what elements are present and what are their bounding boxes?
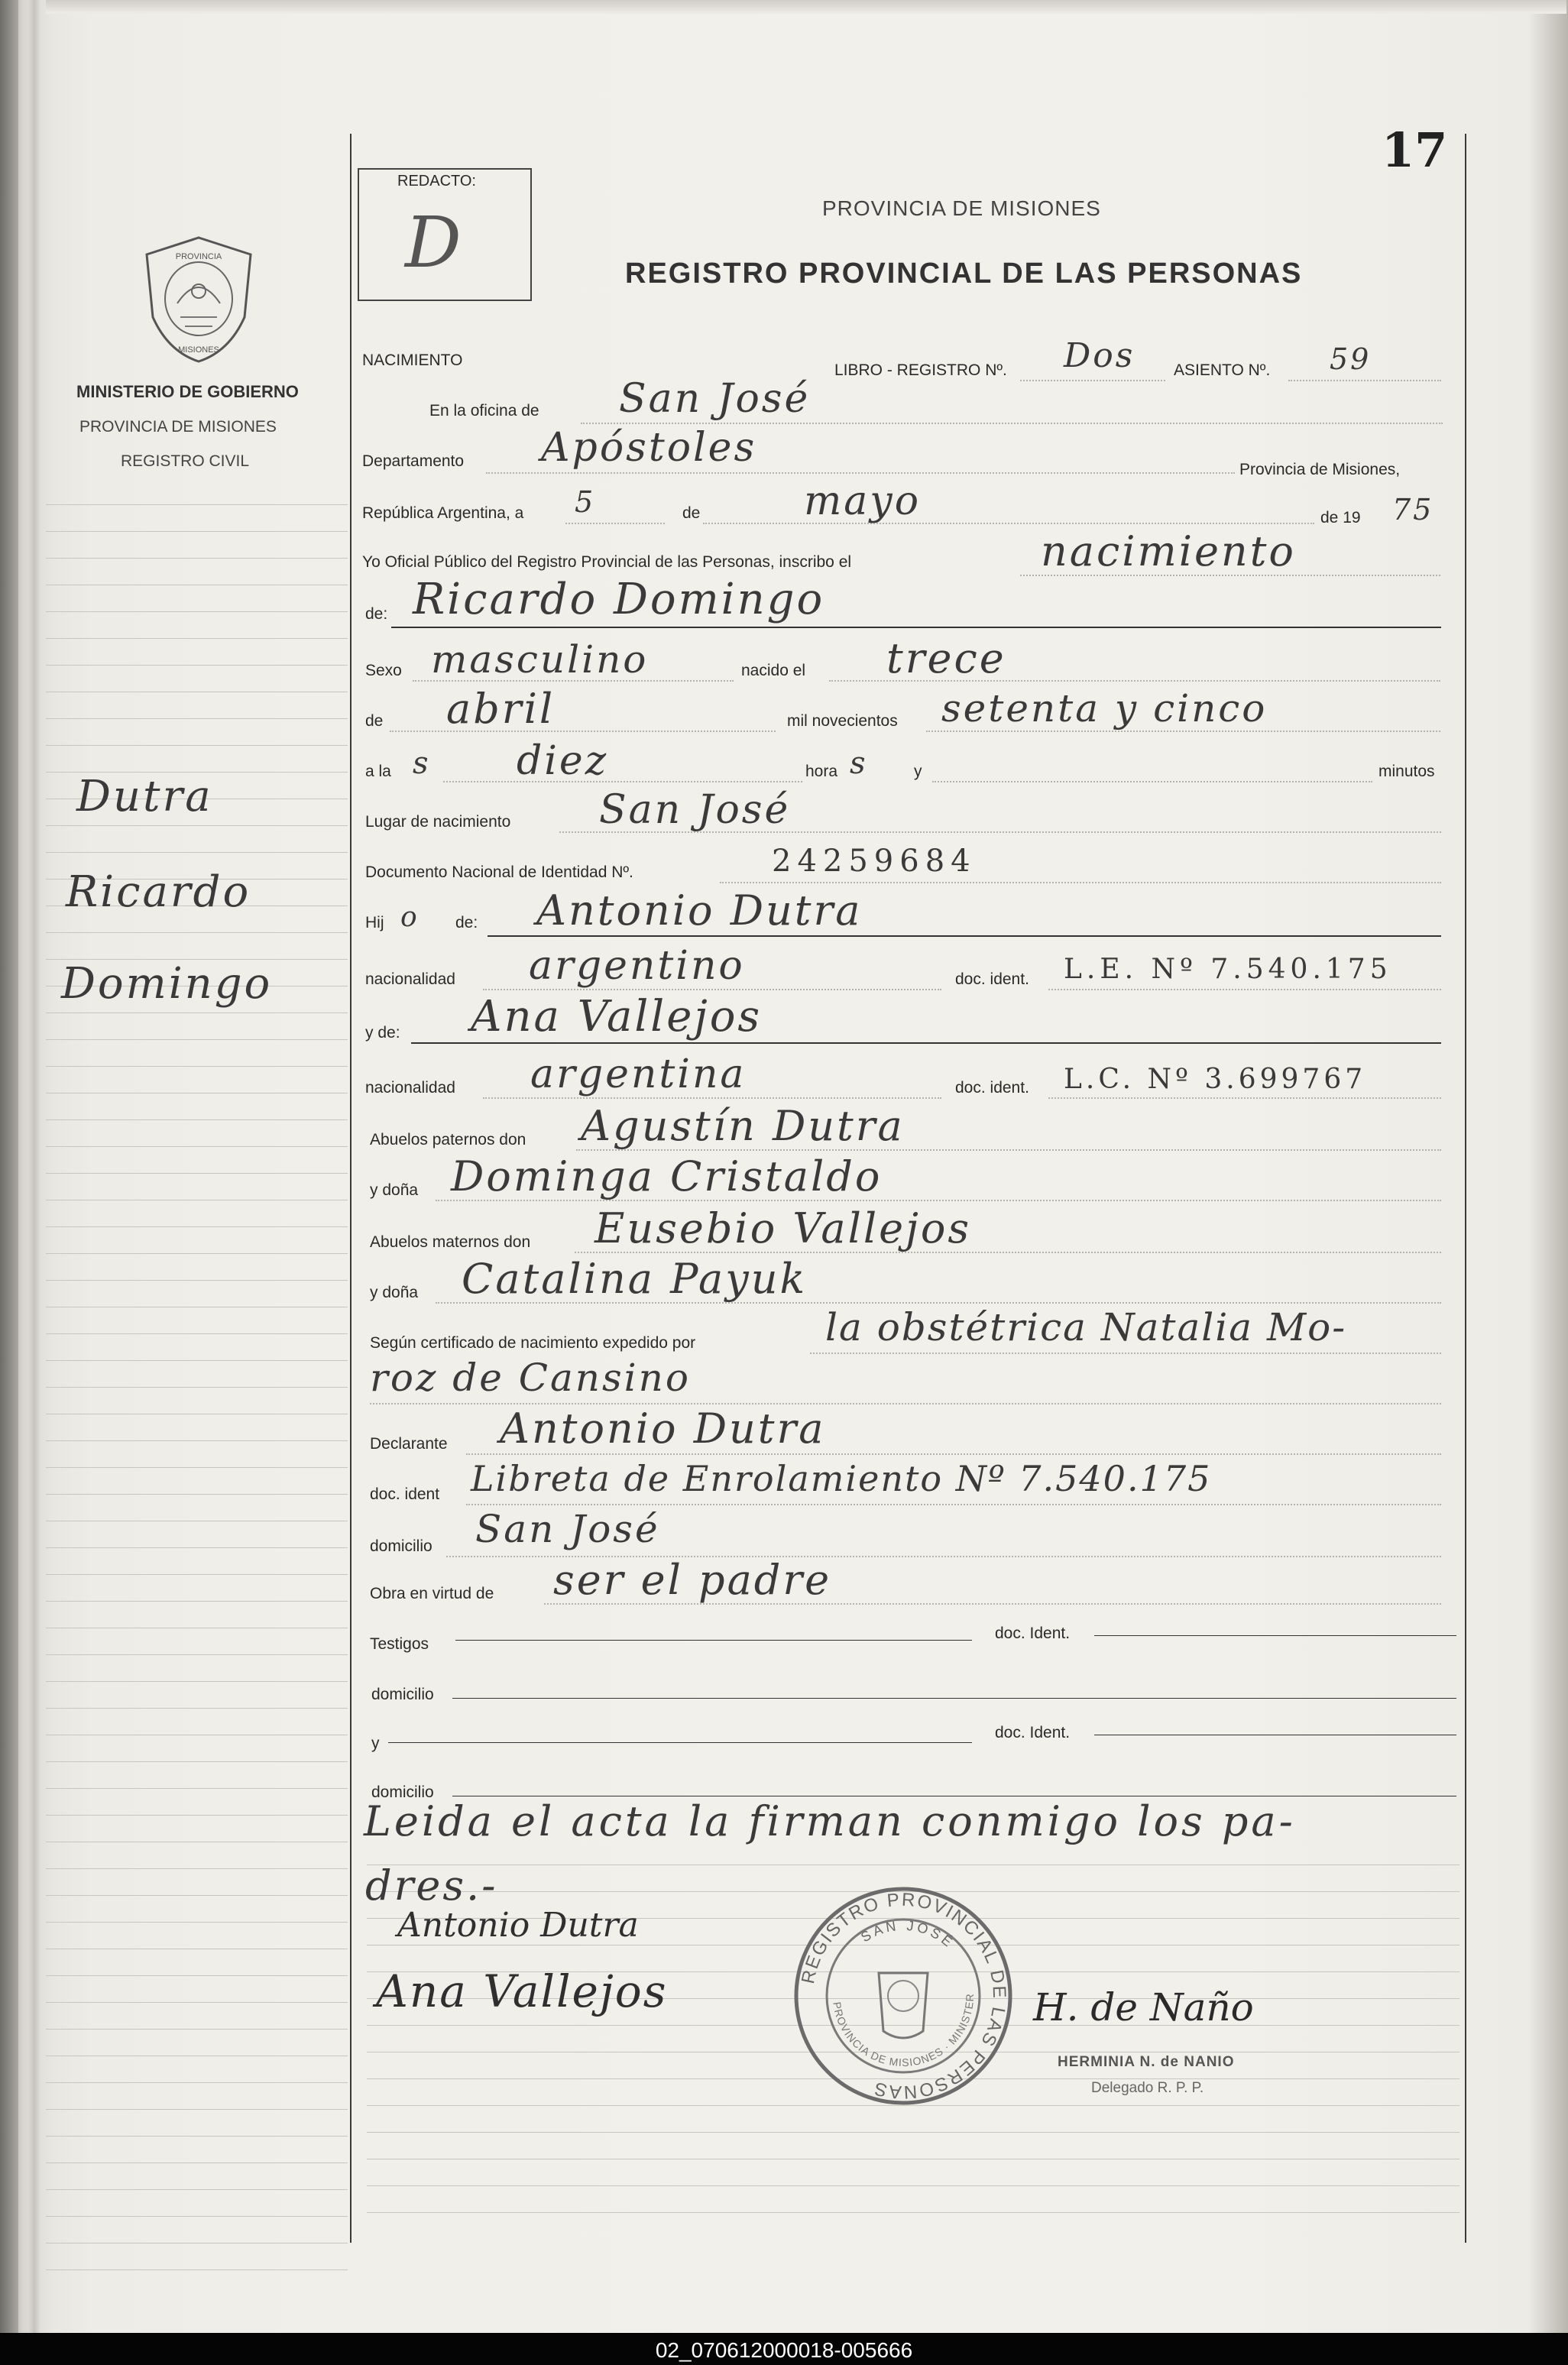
- inscribo-value: nacimiento: [1041, 527, 1296, 575]
- a-la-label: a la: [365, 763, 391, 780]
- sexo-label: Sexo: [365, 662, 402, 679]
- stamp-lower-text: PROVINCIA DE MISIONES · MINISTER: [831, 1993, 977, 2069]
- margin-rule: [46, 1360, 348, 1361]
- redacto-label: REDACTO:: [397, 173, 476, 190]
- binding-spine: [0, 0, 18, 2333]
- asiento-value: 59: [1330, 342, 1372, 376]
- stamp-title: Delegado R. P. P.: [1091, 2080, 1204, 2096]
- margin-rule: [46, 1788, 348, 1789]
- form-rule: [367, 1864, 1459, 1865]
- margin-rule: [46, 2269, 348, 2270]
- redacto-box: [358, 168, 532, 301]
- obra-value: ser el padre: [553, 1556, 832, 1604]
- padre-value: Antonio Dutra: [536, 886, 863, 935]
- margin-rule: [46, 1895, 348, 1896]
- doc-ident-madre-label: doc. ident.: [955, 1079, 1029, 1097]
- a-la-s-value: s: [413, 746, 431, 781]
- registro-civil-label: REGISTRO CIVIL: [121, 452, 250, 470]
- stamp-ring-text: REGISTRO PROVINCIAL DE LAS PERSONAS: [797, 1889, 1010, 2103]
- nac-padre-value: argentino: [529, 943, 745, 989]
- binding-fold: [29, 0, 40, 2333]
- margin-rule: [46, 1280, 348, 1281]
- departamento-line: [486, 472, 1235, 474]
- dia-line: [565, 523, 665, 524]
- margin-surname: Dutra: [76, 772, 213, 821]
- nacido-label: nacido el: [741, 662, 806, 679]
- provincia-label: PROVINCIA DE MISIONES: [79, 418, 277, 436]
- testigos-label: Testigos: [370, 1635, 429, 1653]
- margin-rule: [46, 2189, 348, 2190]
- mes-nac-value: abril: [446, 685, 556, 733]
- signature-padre: Antonio Dutra: [397, 1906, 639, 1945]
- hora-value: diez: [517, 738, 609, 784]
- province-seal-icon: [138, 233, 260, 371]
- doc-testigo-1-label: doc. Ident.: [995, 1625, 1071, 1642]
- provincia-misiones-label: Provincia de Misiones,: [1239, 461, 1401, 478]
- dia-value: 5: [575, 485, 596, 519]
- hora-line: [443, 781, 802, 782]
- segun-value-1: la obstétrica Natalia Mo-: [825, 1305, 1347, 1349]
- margin-rule: [46, 745, 348, 746]
- margin-rule: [46, 611, 348, 612]
- doc-madre-line: [1048, 1097, 1441, 1099]
- margin-rule: [46, 1012, 348, 1013]
- margin-rule: [46, 1253, 348, 1254]
- margin-rule: [46, 1574, 348, 1575]
- sexo-value: masculino: [431, 637, 649, 682]
- y-label: y: [914, 763, 922, 780]
- declarante-value: Antonio Dutra: [500, 1404, 826, 1453]
- margin-rule: [46, 718, 348, 719]
- signature-oficial: H. de Naño: [1033, 1985, 1254, 2030]
- margin-rule: [46, 1708, 348, 1709]
- segun-label: Según certificado de nacimiento expedido por: [370, 1334, 696, 1352]
- de-label: de: [682, 504, 701, 522]
- margin-rule: [46, 531, 348, 532]
- seal-bottom-text: MISIONES: [178, 345, 219, 355]
- margin-rule: [46, 2216, 348, 2217]
- nombre-label: de:: [365, 605, 388, 623]
- documento-line: [720, 882, 1441, 883]
- doc-declarante-label: doc. ident: [370, 1485, 440, 1503]
- margin-rule: [46, 1146, 348, 1147]
- margin-rule: [46, 1975, 348, 1976]
- form-rule: [367, 2212, 1459, 2213]
- page-stack-edge: [46, 0, 1566, 14]
- margin-rule: [46, 1119, 348, 1120]
- margin-rule: [46, 1226, 348, 1227]
- leida-value-1: Leida el acta la firman conmigo los pa-: [364, 1797, 1296, 1845]
- padre-label: de:: [455, 914, 478, 931]
- margin-rule: [46, 1467, 348, 1468]
- testigos-line: [455, 1640, 972, 1641]
- oficina-value: San José: [619, 376, 811, 422]
- page-number: 17: [1382, 122, 1448, 178]
- abuelos-paternos-label: Abuelos paternos don: [370, 1131, 526, 1148]
- doc-madre-value: L.C. Nº 3.699767: [1064, 1064, 1367, 1095]
- svg-text:SAN JOSÉ: [858, 1918, 957, 1952]
- minutos-label: minutos: [1378, 763, 1435, 780]
- nacimiento-label: NACIMIENTO: [362, 352, 463, 369]
- margin-rule: [46, 2109, 348, 2110]
- form-rule: [367, 2185, 1459, 2186]
- nacionalidad-madre-label: nacionalidad: [365, 1079, 455, 1097]
- margin-rule: [46, 1440, 348, 1441]
- asiento-label: ASIENTO Nº.: [1174, 361, 1271, 379]
- republica-label: República Argentina, a: [362, 504, 524, 522]
- doc-testigo-2-label: doc. Ident.: [995, 1724, 1071, 1741]
- form-right-border: [1465, 134, 1466, 2243]
- de-19-label: de 19: [1320, 509, 1361, 526]
- declarante-line: [466, 1453, 1441, 1455]
- doc-ident-padre-label: doc. ident.: [955, 970, 1029, 988]
- anio-nac-line: [926, 731, 1440, 732]
- nacionalidad-padre-label: nacionalidad: [365, 970, 455, 988]
- margin-rule: [46, 2082, 348, 2083]
- margin-rule: [46, 852, 348, 853]
- hij-o-value: o: [400, 902, 420, 933]
- margin-rule: [46, 1922, 348, 1923]
- horas-s-value: s: [850, 746, 868, 781]
- obra-label: Obra en virtud de: [370, 1585, 494, 1602]
- margin-rule: [46, 1547, 348, 1548]
- oficial-label: Yo Oficial Público del Registro Provincial de las Personas, inscribo el: [362, 553, 852, 571]
- anio-nac-value: setenta y cinco: [941, 686, 1268, 731]
- de-mes-label: de: [365, 712, 384, 730]
- signature-madre: Ana Vallejos: [376, 1965, 668, 2017]
- doc-declarante-value: Libreta de Enrolamiento Nº 7.540.175: [471, 1458, 1212, 1499]
- hora-label: hora: [805, 763, 838, 780]
- oficina-label: En la oficina de: [429, 402, 539, 420]
- segun-line-1: [810, 1353, 1441, 1354]
- margin-rule: [46, 1815, 348, 1816]
- dona-mat-label: y doña: [370, 1284, 419, 1301]
- domicilio-testigo-1-line: [452, 1698, 1456, 1699]
- nacido-value: trece: [886, 634, 1006, 682]
- official-stamp: [789, 1881, 1018, 2114]
- libro-line: [1020, 380, 1165, 381]
- nombre-line: [391, 627, 1441, 628]
- margin-rule: [46, 1066, 348, 1067]
- margin-rule: [46, 638, 348, 639]
- madre-value: Ana Vallejos: [471, 992, 763, 1042]
- mes-value: mayo: [804, 478, 921, 524]
- margin-rule: [46, 1868, 348, 1869]
- mil-label: mil novecientos: [787, 712, 898, 730]
- margin-rule: [46, 932, 348, 933]
- libro-label: LIBRO - REGISTRO Nº.: [834, 361, 1007, 379]
- margin-rule: [46, 1761, 348, 1762]
- abuelos-maternos-label: Abuelos maternos don: [370, 1233, 531, 1251]
- dona-pat-label: y doña: [370, 1181, 419, 1199]
- abuela-mat-value: Catalina Payuk: [462, 1255, 808, 1303]
- margin-rule: [46, 825, 348, 826]
- margin-rule: [46, 1039, 348, 1040]
- y-testigo-label: y: [371, 1735, 380, 1752]
- lugar-label: Lugar de nacimiento: [365, 813, 511, 831]
- stamp-inner-text: SAN JOSÉ: [858, 1917, 957, 1952]
- form-rule: [367, 2132, 1459, 2133]
- margin-rule: [46, 1333, 348, 1334]
- margin-rule: [46, 558, 348, 559]
- nac-madre-value: argentina: [530, 1051, 747, 1097]
- lugar-value: San José: [599, 787, 791, 833]
- margin-rule: [46, 1173, 348, 1174]
- ministerio-label: MINISTERIO DE GOBIERNO: [76, 382, 299, 401]
- margin-name-2: Domingo: [61, 959, 273, 1009]
- abuelo-mat-value: Eusebio Vallejos: [594, 1204, 972, 1252]
- mes-line: [703, 523, 1314, 524]
- padre-line: [488, 935, 1441, 937]
- domicilio-testigo-2-label: domicilio: [371, 1783, 434, 1801]
- seal-top-text: PROVINCIA: [175, 252, 222, 261]
- redacto-mark: D: [405, 202, 464, 283]
- dni-value: 24259684: [772, 844, 977, 879]
- departamento-label: Departamento: [362, 452, 465, 470]
- registry-heading: REGISTRO PROVINCIAL DE LAS PERSONAS: [625, 258, 1303, 290]
- margin-name-1: Ricardo: [66, 867, 251, 917]
- margin-rule: [46, 1387, 348, 1388]
- margin-rule: [46, 1601, 348, 1602]
- oficina-line: [581, 423, 1443, 424]
- documento-label: Documento Nacional de Identidad Nº.: [365, 863, 633, 881]
- image-caption: 02_070612000018-005666: [655, 2338, 913, 2362]
- margin-rule: [46, 2002, 348, 2003]
- madre-label: y de:: [365, 1024, 400, 1042]
- nombre-value: Ricardo Domingo: [413, 575, 825, 624]
- domicilio-label: domicilio: [370, 1537, 432, 1555]
- libro-value: Dos: [1064, 336, 1136, 375]
- anio-value: 75: [1392, 493, 1434, 526]
- province-heading: PROVINCIA DE MISIONES: [822, 196, 1101, 220]
- leida-value-2: dres.-: [365, 1861, 498, 1910]
- abuelo-pat-value: Agustín Dutra: [581, 1102, 905, 1150]
- stamp-name: HERMINIA N. de NANIO: [1058, 2054, 1235, 2070]
- madre-line: [411, 1042, 1441, 1044]
- margin-rule: [46, 2029, 348, 2030]
- margin-rule: [46, 1654, 348, 1655]
- doc-padre-line: [1048, 989, 1441, 990]
- doc-testigo-1-line: [1094, 1635, 1456, 1636]
- margin-rule: [46, 665, 348, 666]
- minutos-line: [932, 781, 1372, 782]
- abuela-pat-value: Dominga Cristaldo: [451, 1152, 883, 1200]
- form-left-border: [350, 134, 352, 2243]
- segun-value-2: roz de Cansino: [370, 1356, 691, 1400]
- domicilio-value: San José: [475, 1507, 660, 1551]
- nac-padre-line: [483, 989, 941, 990]
- domicilio-testigo-1-label: domicilio: [371, 1686, 434, 1703]
- departamento-value: Apóstoles: [541, 425, 757, 471]
- margin-rule: [46, 2243, 348, 2244]
- margin-rule: [46, 1494, 348, 1495]
- margin-rule: [46, 504, 348, 505]
- declarante-label: Declarante: [370, 1435, 448, 1453]
- doc-declarante-line: [466, 1504, 1441, 1505]
- testigo-2-line: [388, 1742, 972, 1743]
- hij-label: Hij: [365, 914, 384, 931]
- margin-rule: [46, 1681, 348, 1682]
- nac-madre-line: [483, 1097, 941, 1099]
- asiento-line: [1288, 380, 1441, 381]
- doc-padre-value: L.E. Nº 7.540.175: [1064, 954, 1392, 985]
- margin-rule: [46, 2136, 348, 2137]
